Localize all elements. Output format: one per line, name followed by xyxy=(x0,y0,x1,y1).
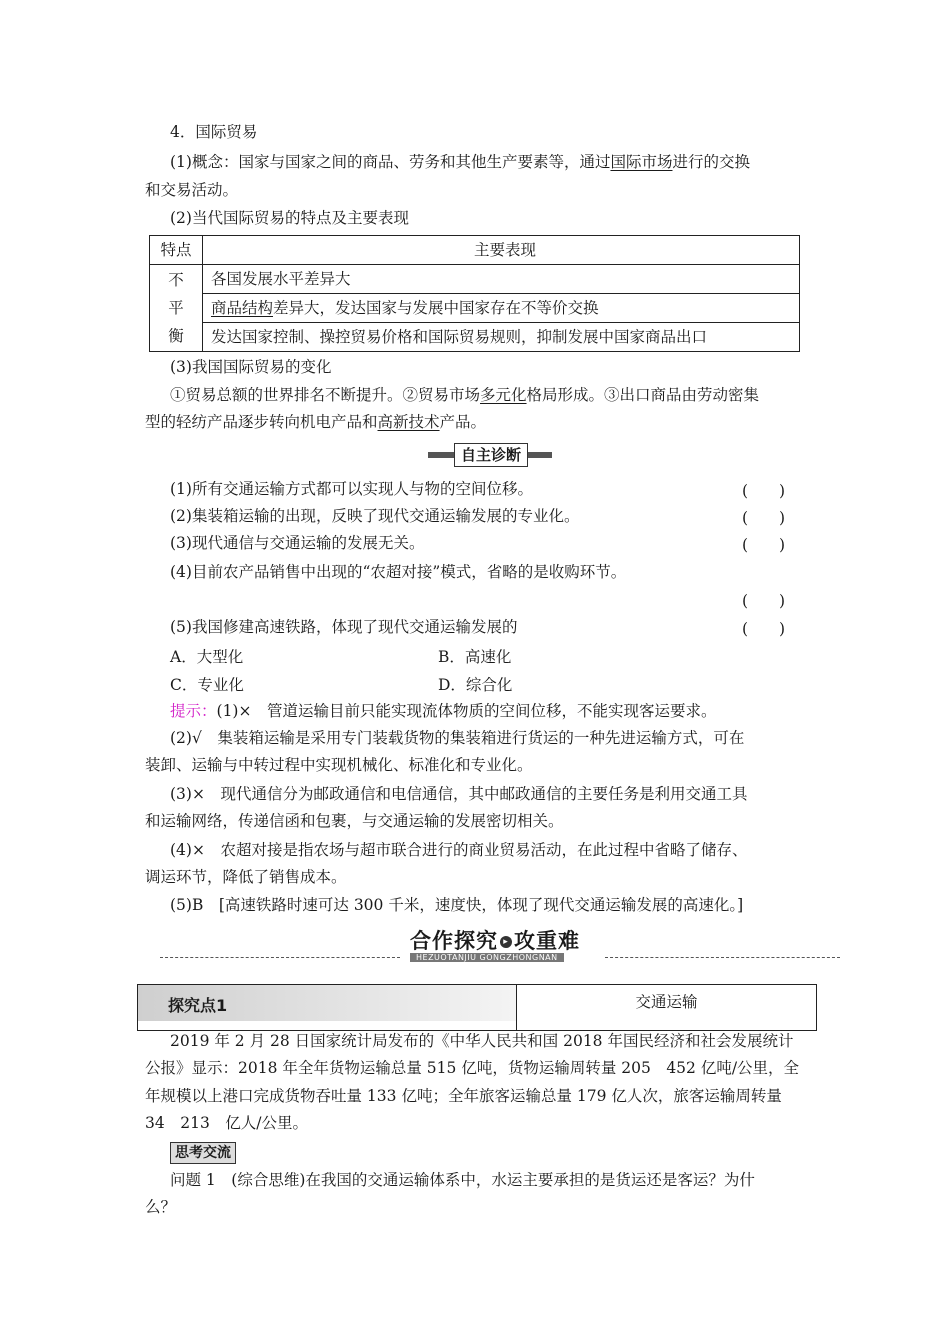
explore-point-box xyxy=(137,984,817,1031)
feature-cell-imbalance: 不 平 衡 xyxy=(150,265,203,352)
answer-bracket: ( ) xyxy=(742,592,786,610)
hint-answer-3-cont: 和运输网络，传递信函和包裹，与交通运输的发展密切相关。 xyxy=(145,812,564,830)
section-title: 合作探究 ▸ 攻重难 xyxy=(410,929,580,953)
stats-line-1: 2019 年 2 月 28 日国家统计局发布的《中华人民共和国 2018 年国民经济和社会发展统计 xyxy=(170,1032,794,1050)
quiz-item-5: (5)我国修建高速铁路，体现了现代交通运输发展的 xyxy=(170,618,518,636)
table-row xyxy=(150,265,800,294)
arrow-icon: ▸ xyxy=(500,936,512,948)
self-diagnosis-title: 自主诊断 xyxy=(454,443,528,467)
change-line-1: ①贸易总额的世界排名不断提升。②贸易市场多元化格局形成。③出口商品由劳动密集 xyxy=(170,386,760,404)
change-line-2: 型的轻纺产品逐步转向机电产品和高新技术产品。 xyxy=(145,413,487,431)
answer-bracket: ( ) xyxy=(742,509,786,527)
self-diagnosis-banner xyxy=(428,443,552,467)
subheading-changes: (3)我国国际贸易的变化 xyxy=(170,358,332,376)
underlined-term: 商品结构 xyxy=(211,299,274,317)
hint-answer-1: 提示：(1)× 管道运输目前只能实现流体物质的空间位移，不能实现客运要求。 xyxy=(170,702,717,720)
stats-line-3: 年规模以上港口完成货物吞吐量 133 亿吨；全年旅客运输总量 179 亿人次，旅客运输周转量 xyxy=(145,1087,782,1105)
concept-line-2: 和交易活动。 xyxy=(145,181,239,199)
hint-answer-3: (3)× 现代通信分为邮政通信和电信通信，其中邮政通信的主要任务是利用交通工具 xyxy=(170,785,748,803)
option-a: A．大型化 xyxy=(170,648,244,666)
quiz-item-4: (4)目前农产品销售中出现的“农超对接”模式，省略的是收购环节。 xyxy=(170,563,627,581)
table-header-feature: 特点 xyxy=(150,236,203,265)
trade-features-table xyxy=(149,235,800,352)
answer-bracket: ( ) xyxy=(742,536,786,554)
underlined-term: 高新技术 xyxy=(377,413,440,431)
quiz-item-1: (1)所有交通运输方式都可以实现人与物的空间位移。 xyxy=(170,480,533,498)
underlined-term: 国际市场 xyxy=(610,153,673,171)
concept-line-1: (1)概念：国家与国家之间的商品、劳务和其他生产要素等，通过国际市场进行的交换 xyxy=(170,153,750,171)
hint-answer-4-cont: 调运环节，降低了销售成本。 xyxy=(145,868,347,886)
subheading-features: (2)当代国际贸易的特点及主要表现 xyxy=(170,209,409,227)
option-d: D．综合化 xyxy=(438,676,513,694)
option-c: C．专业化 xyxy=(170,676,244,694)
hint-answer-2-cont: 装卸、运输与中转过程中实现机械化、标准化和专业化。 xyxy=(145,756,533,774)
answer-bracket: ( ) xyxy=(742,620,786,638)
table-header-performance: 主要表现 xyxy=(203,236,800,265)
explore-point-label: 探究点1 xyxy=(168,996,228,1015)
section-heading-trade: 4．国际贸易 xyxy=(170,123,258,141)
table-row xyxy=(150,294,800,323)
stats-line-2: 公报》显示：2018 年全年货物运输总量 515 亿吨，货物运输周转量 205 452 亿吨/公里，全 xyxy=(145,1059,800,1077)
question-1: 问题 1 (综合思维)在我国的交通运输体系中，水运主要承担的是货运还是客运？为什 xyxy=(170,1171,755,1189)
stats-line-4: 34 213 亿人/公里。 xyxy=(145,1114,309,1132)
table-cell: 各国发展水平差异大 xyxy=(203,265,800,294)
hint-answer-2: (2)√ 集装箱运输是采用专门装载货物的集装箱进行货运的一种先进运输方式，可在 xyxy=(170,729,745,747)
table-cell: 商品结构差异大，发达国家与发展中国家存在不等价交换 xyxy=(203,294,800,323)
explore-point-topic: 交通运输 xyxy=(635,993,698,1011)
hint-label: 提示： xyxy=(170,702,217,720)
answer-bracket: ( ) xyxy=(742,482,786,500)
table-cell: 发达国家控制、操控贸易价格和国际贸易规则，抑制发展中国家商品出口 xyxy=(203,323,800,352)
think-exchange-label: 思考交流 xyxy=(170,1142,236,1164)
cooperative-inquiry-header xyxy=(160,925,840,965)
table-header-row xyxy=(150,236,800,265)
hint-answer-4: (4)× 农超对接是指农场与超市联合进行的商业贸易活动，在此过程中省略了储存、 xyxy=(170,841,748,859)
section-pinyin: HEZUOTANJIU GONGZHONGNAN xyxy=(410,953,564,962)
table-row xyxy=(150,323,800,352)
quiz-item-2: (2)集装箱运输的出现，反映了现代交通运输发展的专业化。 xyxy=(170,507,580,525)
question-1-cont: 么？ xyxy=(145,1198,177,1216)
quiz-item-3: (3)现代通信与交通运输的发展无关。 xyxy=(170,534,425,552)
hint-answer-5: (5)B [高速铁路时速可达 300 千米，速度快，体现了现代交通运输发展的高速化。] xyxy=(170,896,744,914)
option-b: B．高速化 xyxy=(438,648,512,666)
underlined-term: 多元化 xyxy=(480,386,527,404)
